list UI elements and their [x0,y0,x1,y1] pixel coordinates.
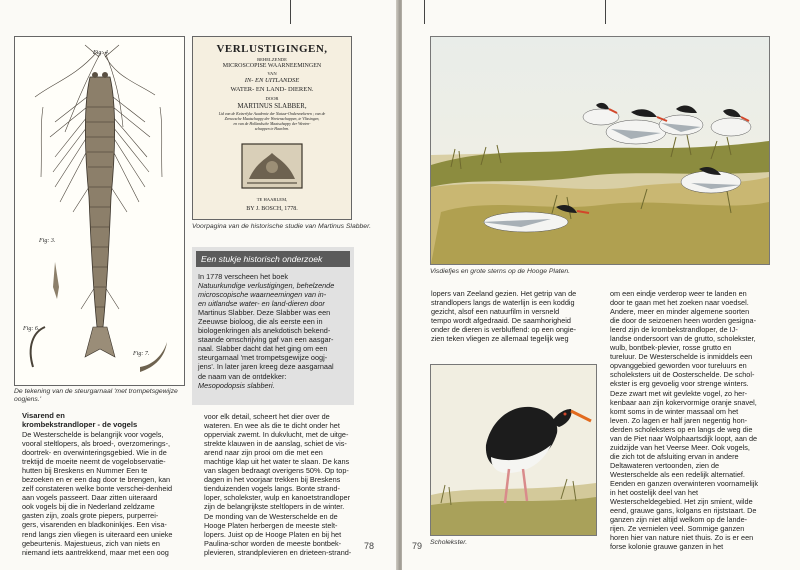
sidebar-line: Zeeuwse bioloog, die als eerste een in [198,317,323,327]
sidebar-heading-bar [196,251,350,267]
body-line: Deltawateren vertoonden, zien de [610,460,720,470]
book-line5: WATER- EN LAND- DIEREN. [230,86,314,93]
body-line: tienduizenden vogels langs. Bonte strand- [204,484,340,494]
title-page-scan [192,36,352,220]
section-heading-line1: Visarend en [22,411,65,420]
body-line: vooral steltlopers, als broed-, overzomerings-, [22,439,171,449]
terns-caption: Visdiefjes en grote sterns op de Hooge Platen. [430,268,571,275]
left-column-1 [22,430,173,557]
body-line: scholeksters uit de Oosterschelde. De schol- [610,370,755,380]
book-place: TE HAARLEM, [256,197,288,202]
body-line: ekster is erg gevoelig voor strenge winters. [610,379,749,389]
book-title: VERLUSTIGINGEN, [216,43,328,55]
body-line: onder de dieren is verbluffend: op een ongie- [431,325,577,335]
book-author: MARTINUS SLABBER, [237,103,307,110]
body-line: zien teken vliegen ze allemaal tegelijk weg [431,334,569,344]
section-heading-line2: krombekstrandloper - de vogels [22,420,138,429]
sidebar-line: naal. Slabber dacht dat het ging om een [198,344,328,354]
body-line: gers, visarenden en bladkoninkjes. Een visa- [22,520,167,530]
sidebar-line: Mesopodopsis slabberi. [198,380,275,390]
body-line: voor elk detail, scheert het dier over de [204,412,330,421]
body-line: forse kolonie grauwe ganzen in het [610,542,724,552]
body-line: landse ondersoort van de grutto, scholekster, [610,334,756,344]
body-line: zuidzijde van het Veerse Meer. Ook vogels, [610,442,750,452]
body-line: hutten bij Breskens en Nummer Een te [22,466,148,476]
sidebar-line: en uitlandse water- en land-dieren door [198,299,325,309]
sidebar-line: In 1778 verscheen het boek [198,272,289,281]
body-line: gebeurtenis. Majestueus, zich van niets en [22,538,160,548]
book-publisher: BY J. BOSCH, 1778. [246,206,298,212]
body-line: opvanggebied geworden voor tureluurs en [610,361,747,371]
book-line1: BEHELZENDE [257,57,287,62]
body-line: Eenden en ganzen overwinteren voornamelijk [610,478,759,488]
sidebar-line: jens'. In later jaren kreeg deze aasgarnaal [198,362,334,372]
fig-label-3: Fig: 3. [39,238,56,244]
body-line: komt soms in de winter massaal om het [610,406,739,416]
shrimp-caption: De tekening van de steurgarnaal 'met trompetsgewijze oogjens.' [14,388,178,404]
body-line: kenbaar aan zijn kokervormige oranje snavel, [610,397,757,407]
book-line2: MICROSCOPISE WAARNEEMINGEN [222,63,322,69]
body-line: om een eindje verderop weer te landen en [610,289,747,298]
shrimp-drawing [15,37,184,385]
body-line: aan vogels passeert. Daar zitten uiteraard [22,493,158,503]
body-line: ganzen zijn niet altijd welkom op de lande- [610,515,748,525]
body-line: Deze zwart met wit gevlekte vogel, zo her- [610,388,748,398]
body-line: rend langs zien vliegen is uiteraard een unieke [22,529,173,539]
body-line: De Westerschelde is belangrijk voor vogels, [22,430,164,439]
book-small1: Lid van de Keizerlyke Academie der Natuur-Onderzoekeren ; van de [218,112,326,116]
history-sidebar [192,247,354,405]
sidebar-line: staande omschrijving gaf van een aasgar- [198,335,334,345]
right-column-1 [431,289,576,343]
body-line: tempo wordt afgedraaid. De saamhorigheid [431,316,571,326]
sidebar-heading: Een stukje historisch onderzoek [201,254,323,264]
oystercatcher-painting [430,364,597,536]
body-line: ook vogels bij die in Nederland zeldzame [22,502,155,512]
body-line: leerd zijn de krombekstrandloper, de IJ- [610,325,738,335]
fig-label-4: Fig: 4. [93,50,110,56]
body-line: zelf constateren welke bonte verschei-denheid [22,484,173,494]
book-line6: DOOR [265,96,279,101]
body-line: niemand iets aantrekkend, maar met een oog [22,547,169,557]
body-line: plevieren, strandplevieren en drieteen-strand- [204,547,352,557]
body-line: loper, scholekster, wulp en kanoetstrandloper [204,493,351,503]
shrimp-illustration [14,36,185,386]
oystercatcher-caption: Scholekster. [430,539,468,546]
sidebar-line: de naam van de ontdekker: [198,371,287,381]
body-line: Paulina-schor worden de meeste bontbek- [204,538,342,548]
body-line: rijen. Ze vernielen veel. Sommige ganzen [610,524,745,534]
body-line: Hooge Platen herbergen de meeste stelt- [204,520,338,530]
sidebar-line: Natuurkundige verlustigingen, behelzende [198,281,335,291]
right-column-2 [610,289,758,551]
left-column-2 [204,412,351,557]
ornament-vignette [241,143,303,189]
terns-painting [430,36,770,265]
body-line: leven. Zo lagen er half jaren negentig hon- [610,415,748,425]
page-number-left: 78 [364,541,375,551]
body-line: derden scholeksters op en langs de weg die [610,424,753,434]
book-small2: Zeeuwsche Maatschappy der Weetenschappen, te Vlissingen, [224,117,320,121]
sidebar-line: Martinus Slabber. Deze Slabber was een [198,308,331,318]
sidebar-body [198,272,334,390]
body-line: bezoeken en er een dag door te brengen, kan [22,475,171,485]
body-line: Westerscheldegebied. Het zijn smient, wilde [610,497,753,507]
body-line: van slagen bedraagt overigens 50%. Op top- [204,466,349,476]
fig-label-6: Fig: 6. [23,326,40,332]
book-small3: en van de Hollandsche Maatschappy der Weeten- [233,122,311,126]
body-line: arend naar zijn prooi om die met een [204,448,323,458]
body-line: door te gaan met het zoeken naar voedsel. [610,298,749,308]
right-page [402,0,800,570]
top-rule [605,0,606,24]
page-number-right: 79 [412,541,423,551]
body-line: Andere, meer en minder algemene soorten [610,307,750,317]
body-line: van de Piet naar Wolphaartsdijk loopt, aan de [610,433,758,443]
body-line: wulb, bontbek-plevier, rosse grutto en [610,343,732,353]
book-line3: VAN [267,71,277,76]
top-rule [424,0,425,24]
body-line: strekte klauwen in de aanslag, schiet de vis- [204,439,347,449]
body-line: in het oostelijk deel van het [610,488,699,498]
body-line: zijn de belangrijkste steltlopers in de winter. [204,502,345,512]
body-line: gezicht, alsof een natuurfilm in versneld [431,307,560,317]
body-line: die door de seizoenen heen worden gesigna- [610,316,757,326]
body-line: De monding van de Westerschelde en de [204,511,338,521]
body-line: doortrek- en overwinteringsgebied. Wie in de [22,448,167,458]
body-line: machtige klap uit het water te slaan. De kans [204,457,350,467]
oystercatcher-scene [431,365,596,535]
body-line: tureluur. De Westerschelde is inmiddels een [610,352,753,362]
body-line: gasten zijn, zoals grote piepers, purperrei- [22,511,159,521]
body-line: dagen in het voorjaar trekken bij Breskens [204,475,341,485]
terns-scene [431,37,769,264]
top-rule [290,0,291,24]
left-page [0,0,398,570]
body-line: strandlopers langs de waterlijn is een koddig [431,298,575,308]
body-line: eend, grauwe gans, kolgans en rijststaart. De [610,506,757,516]
body-line: Westerschelde als een redelijk alternatief. [610,469,745,479]
sidebar-line: biologenkringen als anekdotisch bekend- [198,326,331,336]
title-page-caption: Voorpagina van de historische studie van Martinus Slabber. [192,223,371,230]
body-line: die zich tot de afsluiting ervan in andere [610,451,739,461]
body-line: trektijd de moeite neemt de vogelobservatie- [22,457,166,467]
fig-label-7: Fig: 7. [133,351,150,357]
book-small4: schappen te Haarlem. [254,127,290,131]
body-line: horen hier van nature niet thuis. Zo is er een [610,533,754,543]
body-line: opperviak zwemt. In dukvlucht, met de uitge- [204,430,349,440]
body-line: lopers van Zeeland gezien. Het getrip van de [431,289,577,298]
sidebar-line: microscopische waarneemingen van in- [198,290,327,300]
body-line: lopers. Juist op de Hooge Platen en bij het [204,529,342,539]
book-line4: IN- EN UITLANDSE [244,77,300,84]
sidebar-line: steurgarnaal 'met trompetsgewijze oogj- [198,353,328,363]
body-line: wateren. En wee als die te dicht onder het [204,421,340,431]
